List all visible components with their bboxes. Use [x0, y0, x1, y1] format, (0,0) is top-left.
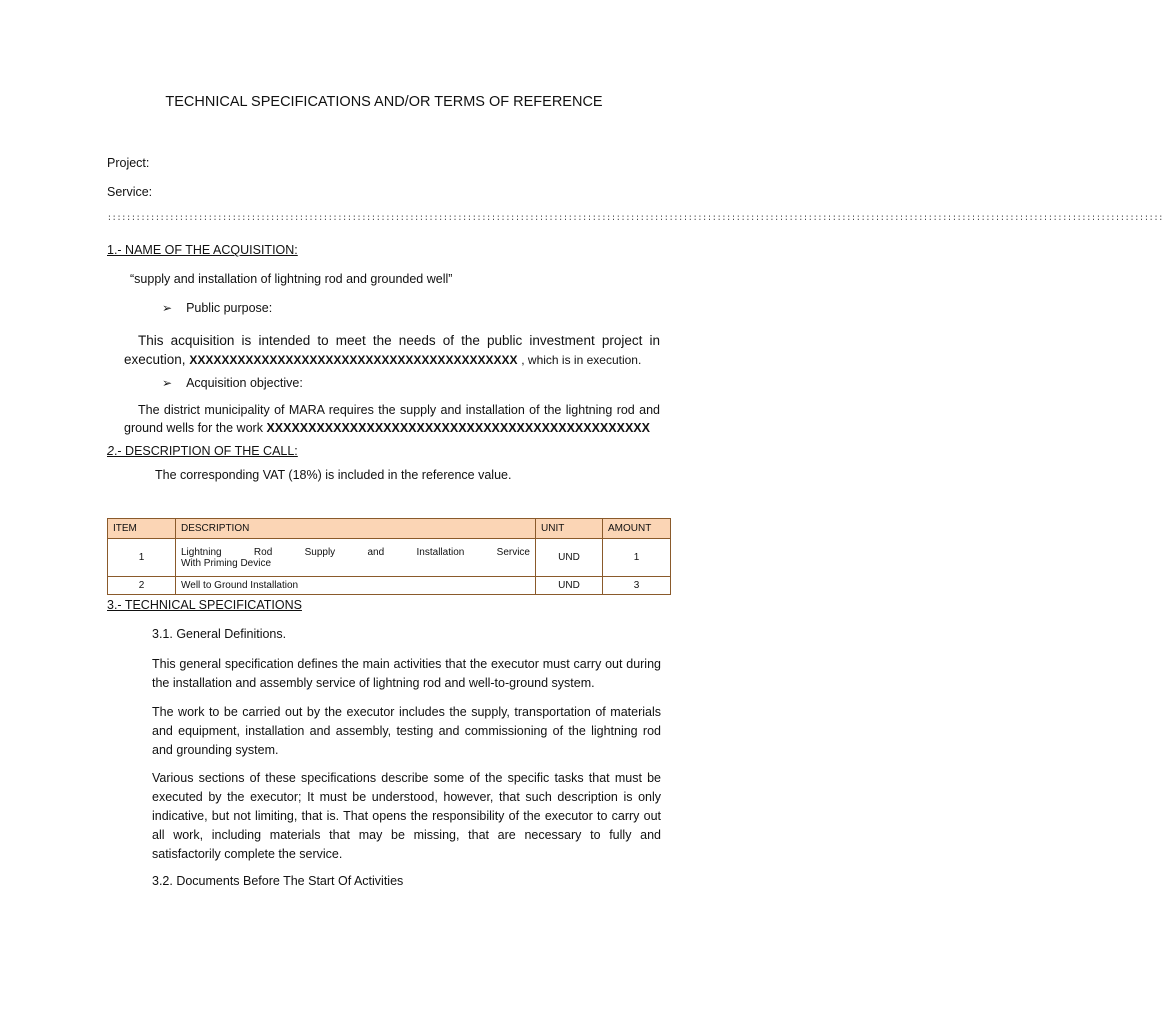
project-code: XXXXXXXXXXXXXXXXXXXXXXXXXXXXXXXXXXXXXXXXX	[189, 353, 518, 367]
bullet-acquisition-objective-label: Acquisition objective:	[186, 376, 303, 390]
row1-item: 1	[108, 539, 176, 577]
row2-item: 2	[108, 577, 176, 595]
table-row	[108, 577, 671, 595]
row2-description: Well to Ground Installation	[176, 577, 536, 595]
row1-amount: 1	[603, 539, 671, 577]
arrow-bullet-icon: ➢	[162, 301, 173, 315]
public-purpose-text: This acquisition is intended to meet the needs of the public investment project in execution,	[124, 333, 660, 367]
dotted-divider: ::::::::::::::::::::::::::::::::::::::::::::::::::::::::::::::::::::::::::::::::::::::::::::::::::::::::::::::::::::::::::::::::::::::::::::::::::::::::::::::::::::::::::::::::::::::::::::::::::::::::::::::::::::::::::::	[107, 214, 1163, 223]
bullet-public-purpose-label: Public purpose:	[186, 301, 273, 315]
table-row	[108, 539, 671, 577]
public-purpose-text-end: , which is in execution.	[521, 353, 642, 367]
public-purpose-paragraph	[124, 331, 660, 370]
work-code: XXXXXXXXXXXXXXXXXXXXXXXXXXXXXXXXXXXXXXXXXXXXXX	[266, 421, 650, 435]
row1-unit: UND	[536, 539, 603, 577]
subsection-3-2: 3.2. Documents Before The Start Of Activities	[152, 874, 404, 888]
section2-heading-text: .- DESCRIPTION OF THE CALL:	[113, 444, 298, 458]
section1-heading: 1.- NAME OF THE ACQUISITION:	[107, 243, 298, 257]
items-table	[107, 518, 671, 595]
bullet-acquisition-objective	[162, 376, 303, 390]
vat-note: The corresponding VAT (18%) is included in the reference value.	[155, 468, 512, 482]
paragraph-specific-tasks: Various sections of these specifications describe some of the specific tasks that must be executed by the executor; It must be understood, however, that such description is only indicative, but not limiting, that is. That opens the responsibility of the executor to carry out all work, including materials that may be missing, that are necessary to fully and satisfactorily complete the service.	[152, 771, 661, 861]
arrow-bullet-icon: ➢	[162, 376, 173, 390]
row1-description-line1: Lightning Rod Supply and Installation Service	[181, 546, 530, 558]
paragraph-general-spec: This general specification defines the main activities that the executor must carry out during the installation and assembly service of lightning rod and well-to-ground system.	[152, 657, 661, 690]
bullet-public-purpose	[162, 301, 272, 315]
header-item: ITEM	[108, 519, 176, 539]
subsection-3-1: 3.1. General Definitions.	[152, 627, 287, 641]
row1-description	[176, 539, 536, 577]
row2-amount: 3	[603, 577, 671, 595]
acquisition-objective-paragraph	[124, 401, 660, 437]
service-label: Service:	[107, 185, 153, 199]
row2-unit: UND	[536, 577, 603, 595]
section2-number: 2	[107, 444, 114, 458]
table-header-row	[108, 519, 671, 539]
section3-heading: 3.- TECHNICAL SPECIFICATIONS	[107, 598, 302, 612]
header-amount: AMOUNT	[603, 519, 671, 539]
acquisition-objective-text: The district municipality of MARA requires the supply and installation of the lightning rod and ground wells for the work	[124, 403, 660, 435]
paragraph-work-scope: The work to be carried out by the executor includes the supply, transportation of materials and equipment, installation and assembly, testing and commissioning of the lightning rod and grounding system.	[152, 705, 661, 757]
row1-description-line2: With Priming Device	[181, 557, 272, 569]
document-title: TECHNICAL SPECIFICATIONS AND/OR TERMS OF REFERENCE	[165, 94, 603, 110]
section2-heading	[107, 444, 298, 458]
project-label: Project:	[107, 156, 150, 170]
header-unit: UNIT	[536, 519, 603, 539]
acquisition-name: “supply and installation of lightning rod and grounded well”	[130, 272, 453, 286]
header-description: DESCRIPTION	[176, 519, 536, 539]
